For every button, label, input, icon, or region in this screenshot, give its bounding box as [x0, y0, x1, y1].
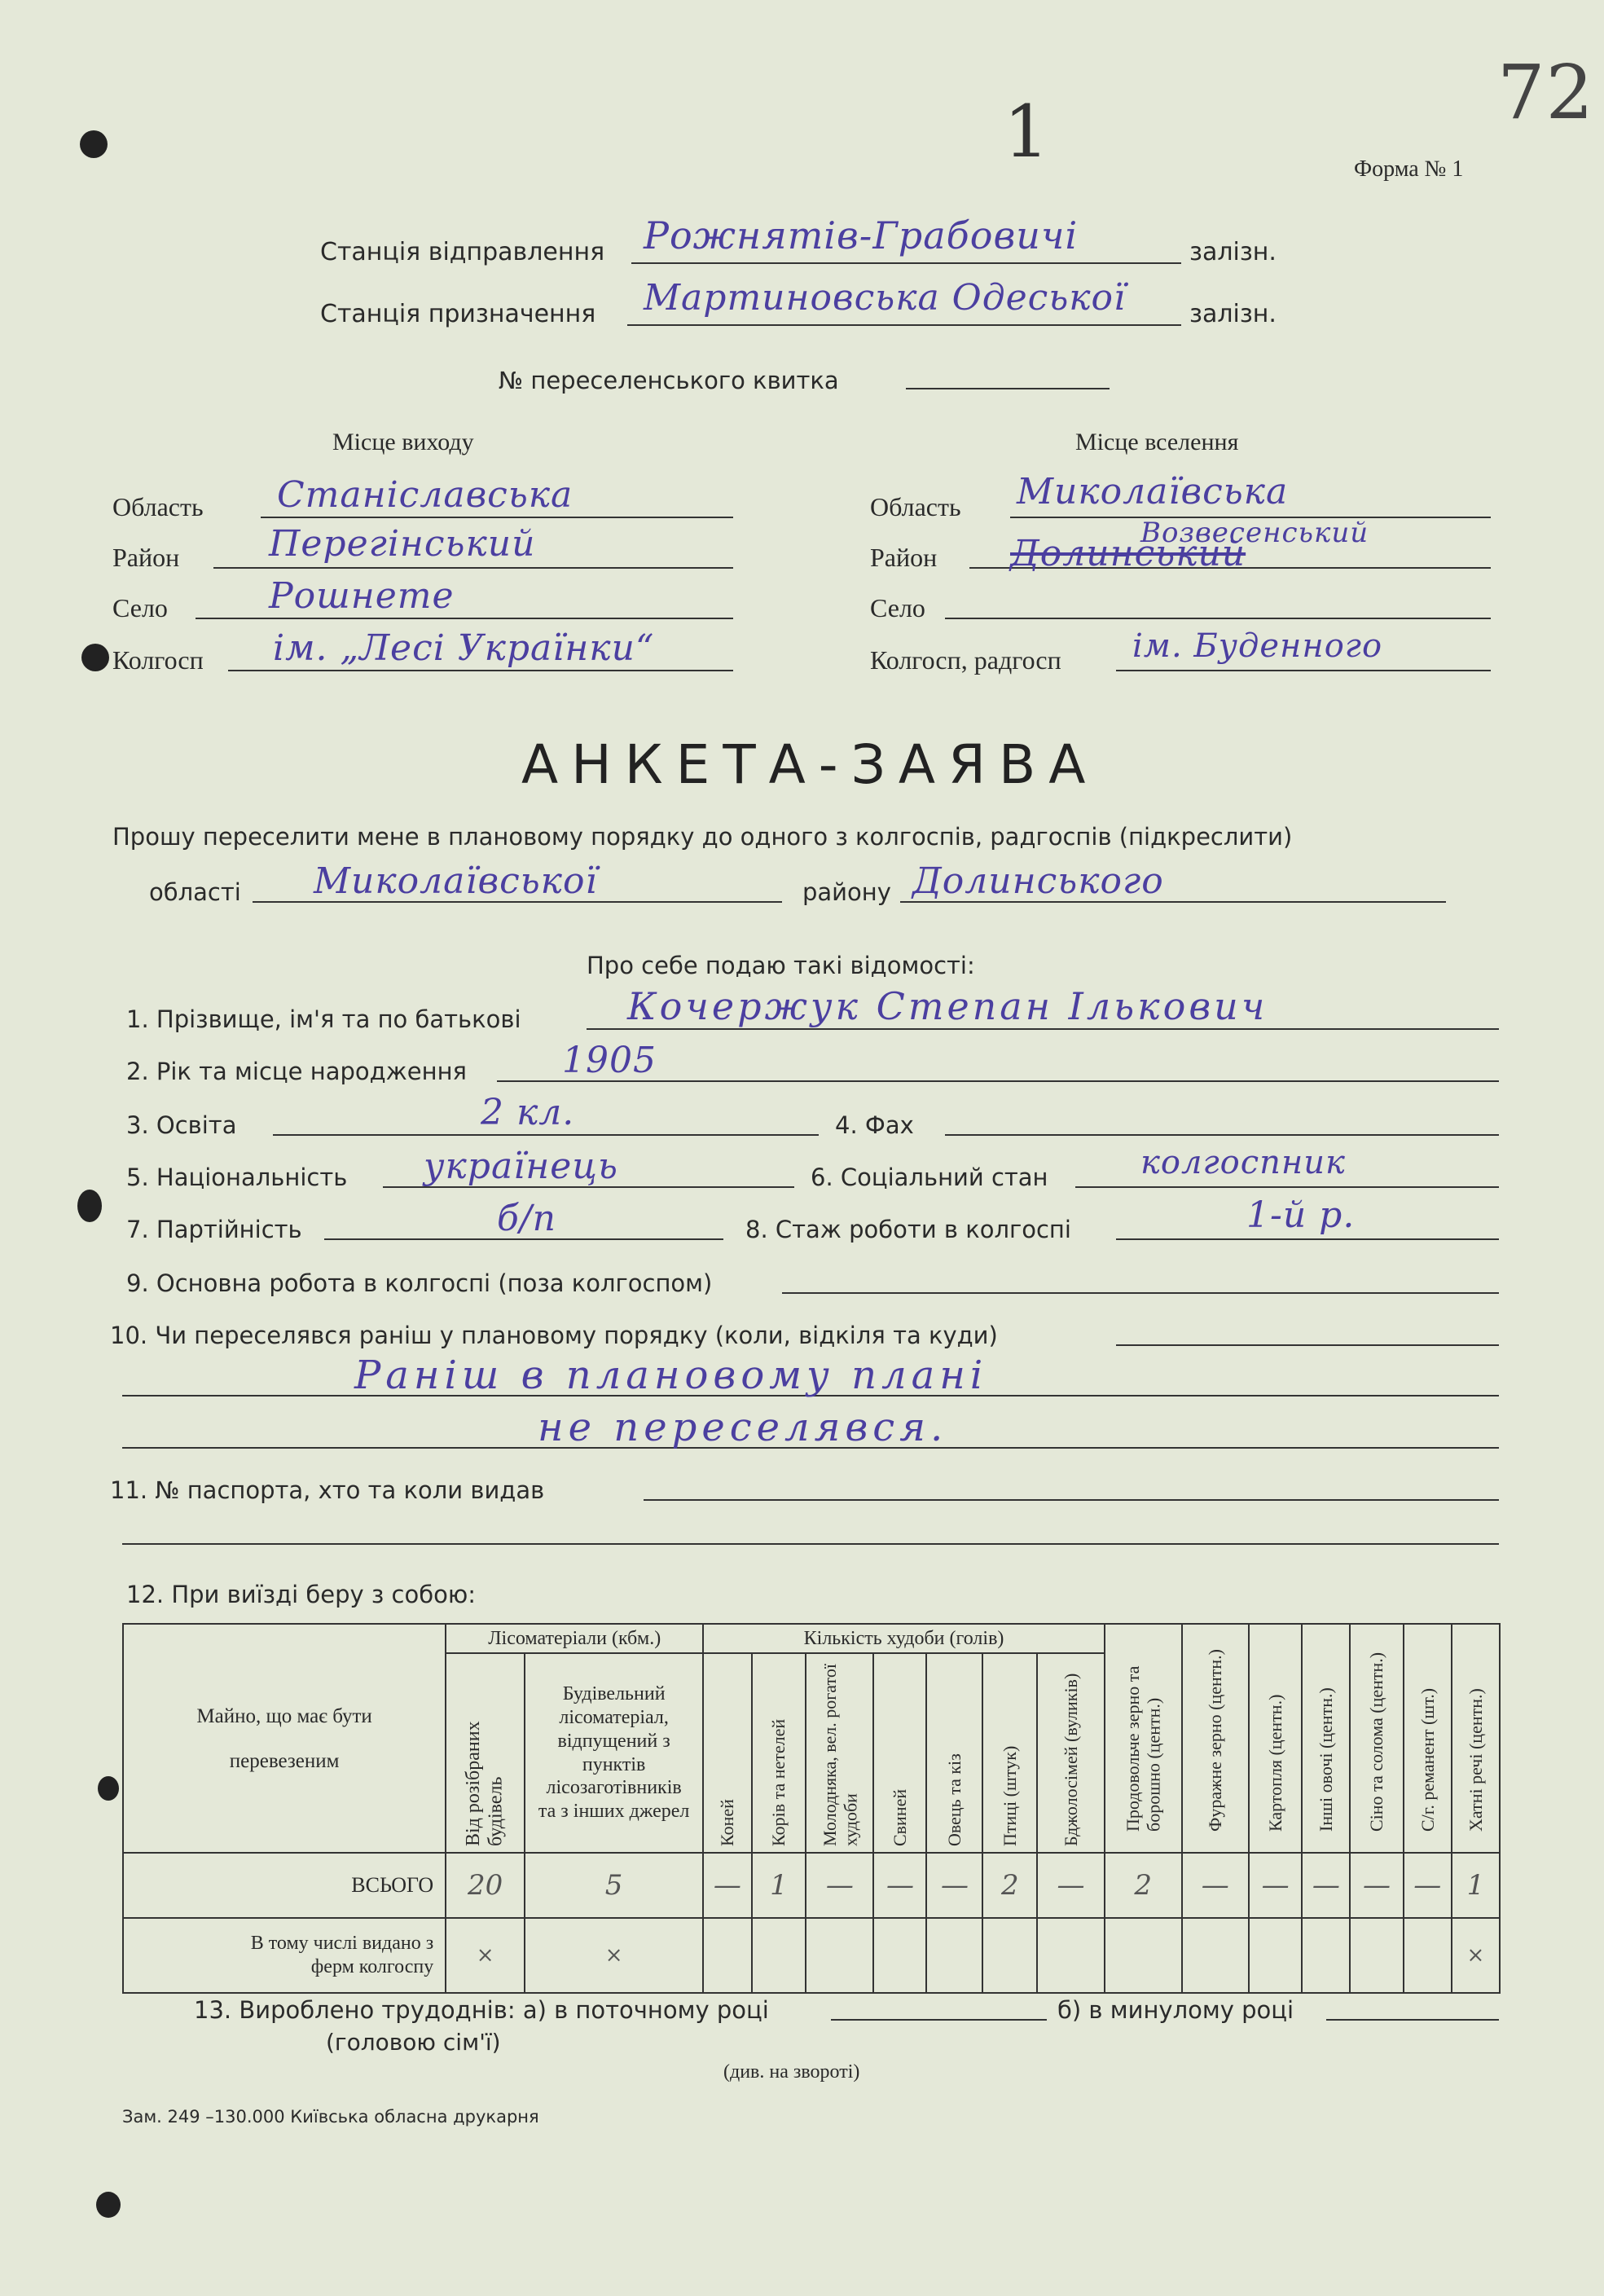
total-cell: 1	[1452, 1853, 1500, 1918]
issued-cell	[1350, 1918, 1403, 1993]
field-1-label: 1. Прізвище, ім'я та по батькові	[126, 1005, 521, 1033]
issued-cell	[1105, 1918, 1182, 1993]
field-7-value: б/п	[497, 1198, 557, 1239]
origin-selo-label: Село	[112, 593, 168, 622]
field-8-value: 1-й р.	[1246, 1194, 1356, 1236]
col-hay-header: Сіно та солома (центн.)	[1350, 1624, 1403, 1853]
col-fodder-header: Фуражне зерно (центн.)	[1182, 1624, 1250, 1853]
field-11-label: 11. № паспорта, хто та коли видав	[110, 1476, 545, 1504]
destination-label: Станція призначення	[320, 300, 596, 328]
origin-raion-label: Район	[112, 543, 180, 572]
origin-raion-line	[213, 567, 733, 569]
total-cell: —	[1249, 1853, 1302, 1918]
issued-cell	[1037, 1918, 1105, 1993]
total-cell: —	[926, 1853, 982, 1918]
total-cell: —	[1037, 1853, 1105, 1918]
total-cell: —	[1302, 1853, 1350, 1918]
printer-note: Зам. 249 –130.000 Київська обласна друкарня	[122, 2107, 539, 2127]
field-8-line	[1116, 1238, 1499, 1240]
departure-suffix: залізн.	[1189, 238, 1277, 266]
col-cows-header: Корів та нетелей	[752, 1653, 806, 1853]
field-11-line-b	[122, 1543, 1499, 1545]
total-cell: 5	[525, 1853, 703, 1918]
departure-label: Станція відправлення	[320, 238, 605, 266]
issued-cell: ×	[525, 1918, 703, 1993]
field-1-value: Кочержук Степан Ількович	[627, 984, 1268, 1028]
col-pigs-header: Свиней	[873, 1653, 926, 1853]
field-1-line	[587, 1028, 1499, 1030]
origin-kolhosp-label: Колгосп	[112, 645, 204, 675]
origin-oblast-label: Область	[112, 492, 204, 521]
field-10-value-2: не переселявся.	[538, 1405, 948, 1450]
issued-cell	[1182, 1918, 1250, 1993]
dest-selo-line	[945, 618, 1491, 619]
punch-hole	[80, 130, 108, 158]
field-4-label: 4. Фах	[835, 1111, 914, 1139]
archive-number: 72	[1497, 49, 1595, 136]
field-12-label: 12. При виїзді беру з собою:	[126, 1581, 477, 1608]
field-8-label: 8. Стаж роботи в колгоспі	[745, 1216, 1071, 1243]
request-raion-value: Долинського	[912, 860, 1164, 902]
dest-kolhosp-line	[1116, 670, 1491, 671]
dest-oblast-value: Миколаївська	[1017, 471, 1289, 512]
total-cell: —	[1350, 1853, 1403, 1918]
issued-cell	[806, 1918, 873, 1993]
origin-oblast-line	[261, 517, 733, 518]
issued-cell	[873, 1918, 926, 1993]
field-11-line-a	[644, 1499, 1499, 1501]
issued-cell	[703, 1918, 751, 1993]
total-cell: 2	[1105, 1853, 1182, 1918]
dest-kolhosp-value: ім. Буденного	[1132, 627, 1383, 665]
col-home-header: Хатні речі (центн.)	[1452, 1624, 1500, 1853]
ticket-line	[906, 388, 1110, 389]
field-10-label: 10. Чи переселявся раніш у плановому порядку (коли, відкіля та куди)	[110, 1322, 998, 1349]
issued-cell	[1302, 1918, 1350, 1993]
origin-oblast-value: Станіславська	[277, 474, 573, 516]
field-3-value: 2 кл.	[481, 1092, 575, 1133]
field-9-line	[782, 1292, 1499, 1294]
issued-cell	[1249, 1918, 1302, 1993]
col-grain-header: Продовольче зерно та борошно (центн.)	[1105, 1624, 1182, 1853]
col-sheep-header: Овець та кіз	[926, 1653, 982, 1853]
field-3-label: 3. Освіта	[126, 1111, 237, 1139]
origin-kolhosp-value: ім. „Лесі Українки“	[273, 627, 655, 669]
request-oblast-label: області	[149, 878, 241, 906]
property-header	[123, 1624, 446, 1853]
col-veg-header: Інші овочі (центн.)	[1302, 1624, 1350, 1853]
form-title: АНКЕТА-ЗАЯВА	[521, 733, 1099, 796]
table-row-issued	[123, 1918, 1500, 1993]
request-text: Прошу переселити мене в плановому порядку до одного з колгоспів, радгоспів (підкреслити)	[112, 823, 1293, 851]
property-header-2: перевезеним	[229, 1749, 340, 1772]
issued-cell	[926, 1918, 982, 1993]
ticket-label: № переселенського квитка	[499, 367, 839, 394]
col-horses-header: Коней	[703, 1653, 751, 1853]
destination-suffix: залізн.	[1189, 300, 1277, 328]
row-total-label: ВСЬОГО	[123, 1853, 446, 1918]
field-6-label: 6. Соціальний стан	[811, 1163, 1048, 1191]
departure-line	[631, 262, 1181, 264]
table-row-total	[123, 1853, 1500, 1918]
form-label: Форма № 1	[1354, 156, 1464, 182]
property-header-1: Майно, що має бути	[196, 1704, 372, 1727]
issued-cell: ×	[1452, 1918, 1500, 1993]
workdays-current-line	[831, 2019, 1047, 2021]
total-cell: —	[873, 1853, 926, 1918]
page-number: 1	[1004, 90, 1050, 174]
field-2-label: 2. Рік та місце народження	[126, 1058, 467, 1085]
origin-selo-line	[196, 618, 733, 619]
total-cell: 2	[982, 1853, 1037, 1918]
issued-cell	[752, 1918, 806, 1993]
dest-oblast-label: Область	[870, 492, 961, 521]
col-birds-header: Птиці (штук)	[982, 1653, 1037, 1853]
field-10-line-a	[1116, 1344, 1499, 1346]
field-6-value: колгоспник	[1140, 1144, 1346, 1181]
workdays-prev-line	[1326, 2019, 1499, 2021]
col-tools-header: С/г. реманент (шт.)	[1404, 1624, 1452, 1853]
overleaf-note: (див. на звороті)	[723, 2061, 860, 2083]
total-cell: —	[806, 1853, 873, 1918]
punch-hole	[98, 1776, 119, 1801]
origin-heading: Місце виходу	[332, 429, 474, 455]
workdays-sub: (головою сім'ї)	[326, 2029, 501, 2056]
issued-cell	[982, 1918, 1037, 1993]
dest-raion-correction: Возвесенський	[1140, 517, 1369, 549]
dest-raion-label: Район	[870, 543, 938, 572]
total-cell: 1	[752, 1853, 806, 1918]
origin-raion-value: Перегінський	[269, 523, 536, 565]
issued-cell: ×	[446, 1918, 525, 1993]
issued-cell	[1404, 1918, 1452, 1993]
origin-selo-value: Рошнете	[269, 575, 455, 617]
dest-selo-label: Село	[870, 593, 925, 622]
col-bees-header: Бджолосімей (вуликів)	[1037, 1653, 1105, 1853]
punch-hole	[96, 2192, 121, 2218]
dest-kolhosp-label: Колгосп, радгосп	[870, 645, 1061, 675]
field-5-label: 5. Національність	[126, 1163, 348, 1191]
field-6-line	[1075, 1186, 1499, 1188]
dest-raion-value: Долинський	[1010, 533, 1246, 574]
property-table	[122, 1623, 1501, 1994]
field-4-line	[945, 1134, 1499, 1136]
total-cell: —	[1182, 1853, 1250, 1918]
total-cell: —	[1404, 1853, 1452, 1918]
col-young-header: Молодняка, вел. рогатої худоби	[806, 1653, 873, 1853]
workdays-label: 13. Вироблено трудоднів: а) в поточному році	[194, 1996, 769, 2024]
destination-line	[627, 324, 1181, 326]
timber-group-header: Лісоматеріали (кбм.)	[446, 1624, 703, 1653]
field-10-value-1: Раніш в плановому плані	[354, 1353, 988, 1398]
col-potato-header: Картопля (центн.)	[1249, 1624, 1302, 1853]
departure-value: Рожнятів-Грабовичі	[644, 213, 1079, 257]
origin-kolhosp-line	[228, 670, 733, 671]
field-9-label: 9. Основна робота в колгоспі (поза колгоспом)	[126, 1269, 713, 1297]
destination-value: Мартиновська Одеської	[644, 277, 1127, 319]
punch-hole	[81, 644, 109, 671]
col-buildings-header: Від розібраних будівель	[446, 1653, 525, 1853]
total-cell: —	[703, 1853, 751, 1918]
info-heading: Про себе подаю такі відомості:	[587, 952, 975, 979]
row-issued-label: В тому числі видано з ферм колгоспу	[123, 1918, 446, 1993]
request-oblast-value: Миколаївської	[314, 860, 598, 902]
workdays-prev-label: б) в минулому році	[1057, 1996, 1294, 2024]
request-raion-label: району	[802, 878, 891, 906]
livestock-group-header: Кількість худоби (голів)	[703, 1624, 1105, 1653]
col-timber-header: Будівельний лісоматеріал, відпущений з пунктів лісозаготівників та з інших джерел	[525, 1653, 703, 1853]
field-2-value: 1905	[562, 1040, 657, 1081]
destination-heading: Місце вселення	[1075, 429, 1239, 455]
total-cell: 20	[446, 1853, 525, 1918]
field-5-value: українець	[424, 1146, 618, 1187]
punch-hole	[77, 1190, 102, 1222]
field-7-label: 7. Партійність	[126, 1216, 302, 1243]
field-3-line	[273, 1134, 819, 1136]
